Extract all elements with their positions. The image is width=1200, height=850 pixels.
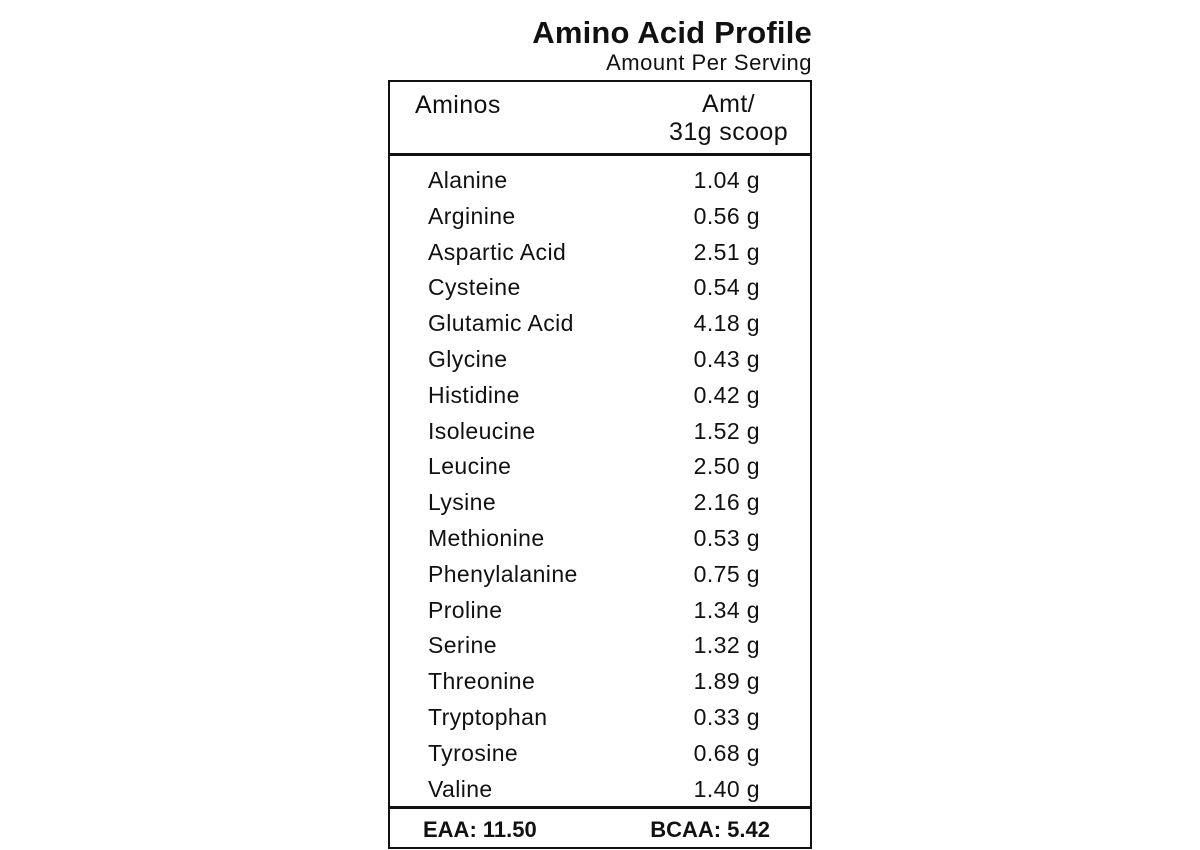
table-row: [390, 521, 810, 557]
table-row: [390, 485, 810, 521]
table-row: [390, 378, 810, 414]
amino-name: Alanine: [428, 167, 508, 193]
table-row: [390, 306, 810, 342]
table-body: [390, 163, 810, 807]
amino-amount: 1.89 g: [693, 668, 760, 695]
amino-amount: 0.33 g: [693, 703, 760, 730]
amino-amount: 0.68 g: [693, 739, 760, 766]
amino-amount: 2.16 g: [693, 489, 760, 516]
amino-name: Arginine: [428, 202, 516, 229]
amino-name: Methionine: [428, 524, 545, 551]
amino-name: Phenylalanine: [428, 560, 578, 587]
amino-amount: 2.51 g: [693, 238, 760, 265]
table-row: [390, 628, 810, 664]
amino-name: Proline: [428, 596, 503, 623]
table-row: [390, 736, 810, 772]
amino-amount: 0.75 g: [693, 560, 760, 587]
amino-amount: 2.50 g: [693, 453, 760, 480]
table-row: [390, 700, 810, 736]
amino-name: Threonine: [428, 668, 536, 695]
amino-table: [388, 80, 812, 849]
table-row: [390, 664, 810, 700]
table-row: [390, 270, 810, 306]
amino-amount: 1.04 g: [693, 167, 760, 193]
amino-name: Cysteine: [428, 274, 521, 301]
amino-amount: 1.32 g: [693, 632, 760, 659]
amino-name: Serine: [428, 632, 497, 659]
column-header-aminos: Aminos: [415, 91, 501, 119]
amino-amount: 1.52 g: [693, 417, 760, 444]
table-row: [390, 414, 810, 450]
amino-name: Lysine: [428, 489, 497, 516]
amino-amount: 1.40 g: [693, 775, 760, 802]
table-row: [390, 235, 810, 271]
amino-name: Glycine: [428, 345, 508, 372]
amino-name: Leucine: [428, 453, 512, 480]
amino-name: Histidine: [428, 381, 520, 408]
amino-amount: 4.18 g: [693, 310, 760, 337]
table-row: [390, 772, 810, 808]
column-header-amount-line2: 31g scoop: [669, 118, 788, 146]
page-subtitle: Amount Per Serving: [606, 50, 812, 75]
table-row: [390, 199, 810, 235]
table-row: [390, 593, 810, 629]
amino-amount: 0.54 g: [693, 274, 760, 301]
table-header: [390, 82, 810, 156]
amino-amount: 0.42 g: [693, 381, 760, 408]
amino-name: Tryptophan: [428, 703, 548, 730]
column-header-amount-line1: Amt/: [702, 90, 756, 118]
table-row: [390, 557, 810, 593]
table-row: [390, 163, 810, 199]
table-row: [390, 449, 810, 485]
amino-name: Aspartic Acid: [428, 238, 567, 265]
eaa-total: EAA: 11.50: [423, 817, 537, 842]
column-header-amount: [669, 90, 788, 146]
page-title: Amino Acid Profile: [532, 15, 812, 50]
amino-amount: 0.56 g: [693, 202, 760, 229]
amino-name: Tyrosine: [428, 739, 519, 766]
amino-amount: 0.53 g: [693, 524, 760, 551]
table-row: [390, 342, 810, 378]
amino-amount: 1.34 g: [693, 596, 760, 623]
amino-name: Glutamic Acid: [428, 310, 574, 337]
table-footer: [390, 806, 810, 850]
amino-name: Isoleucine: [428, 417, 536, 444]
amino-amount: 0.43 g: [693, 345, 760, 372]
bcaa-total: BCAA: 5.42: [650, 817, 770, 842]
amino-name: Valine: [428, 775, 493, 802]
